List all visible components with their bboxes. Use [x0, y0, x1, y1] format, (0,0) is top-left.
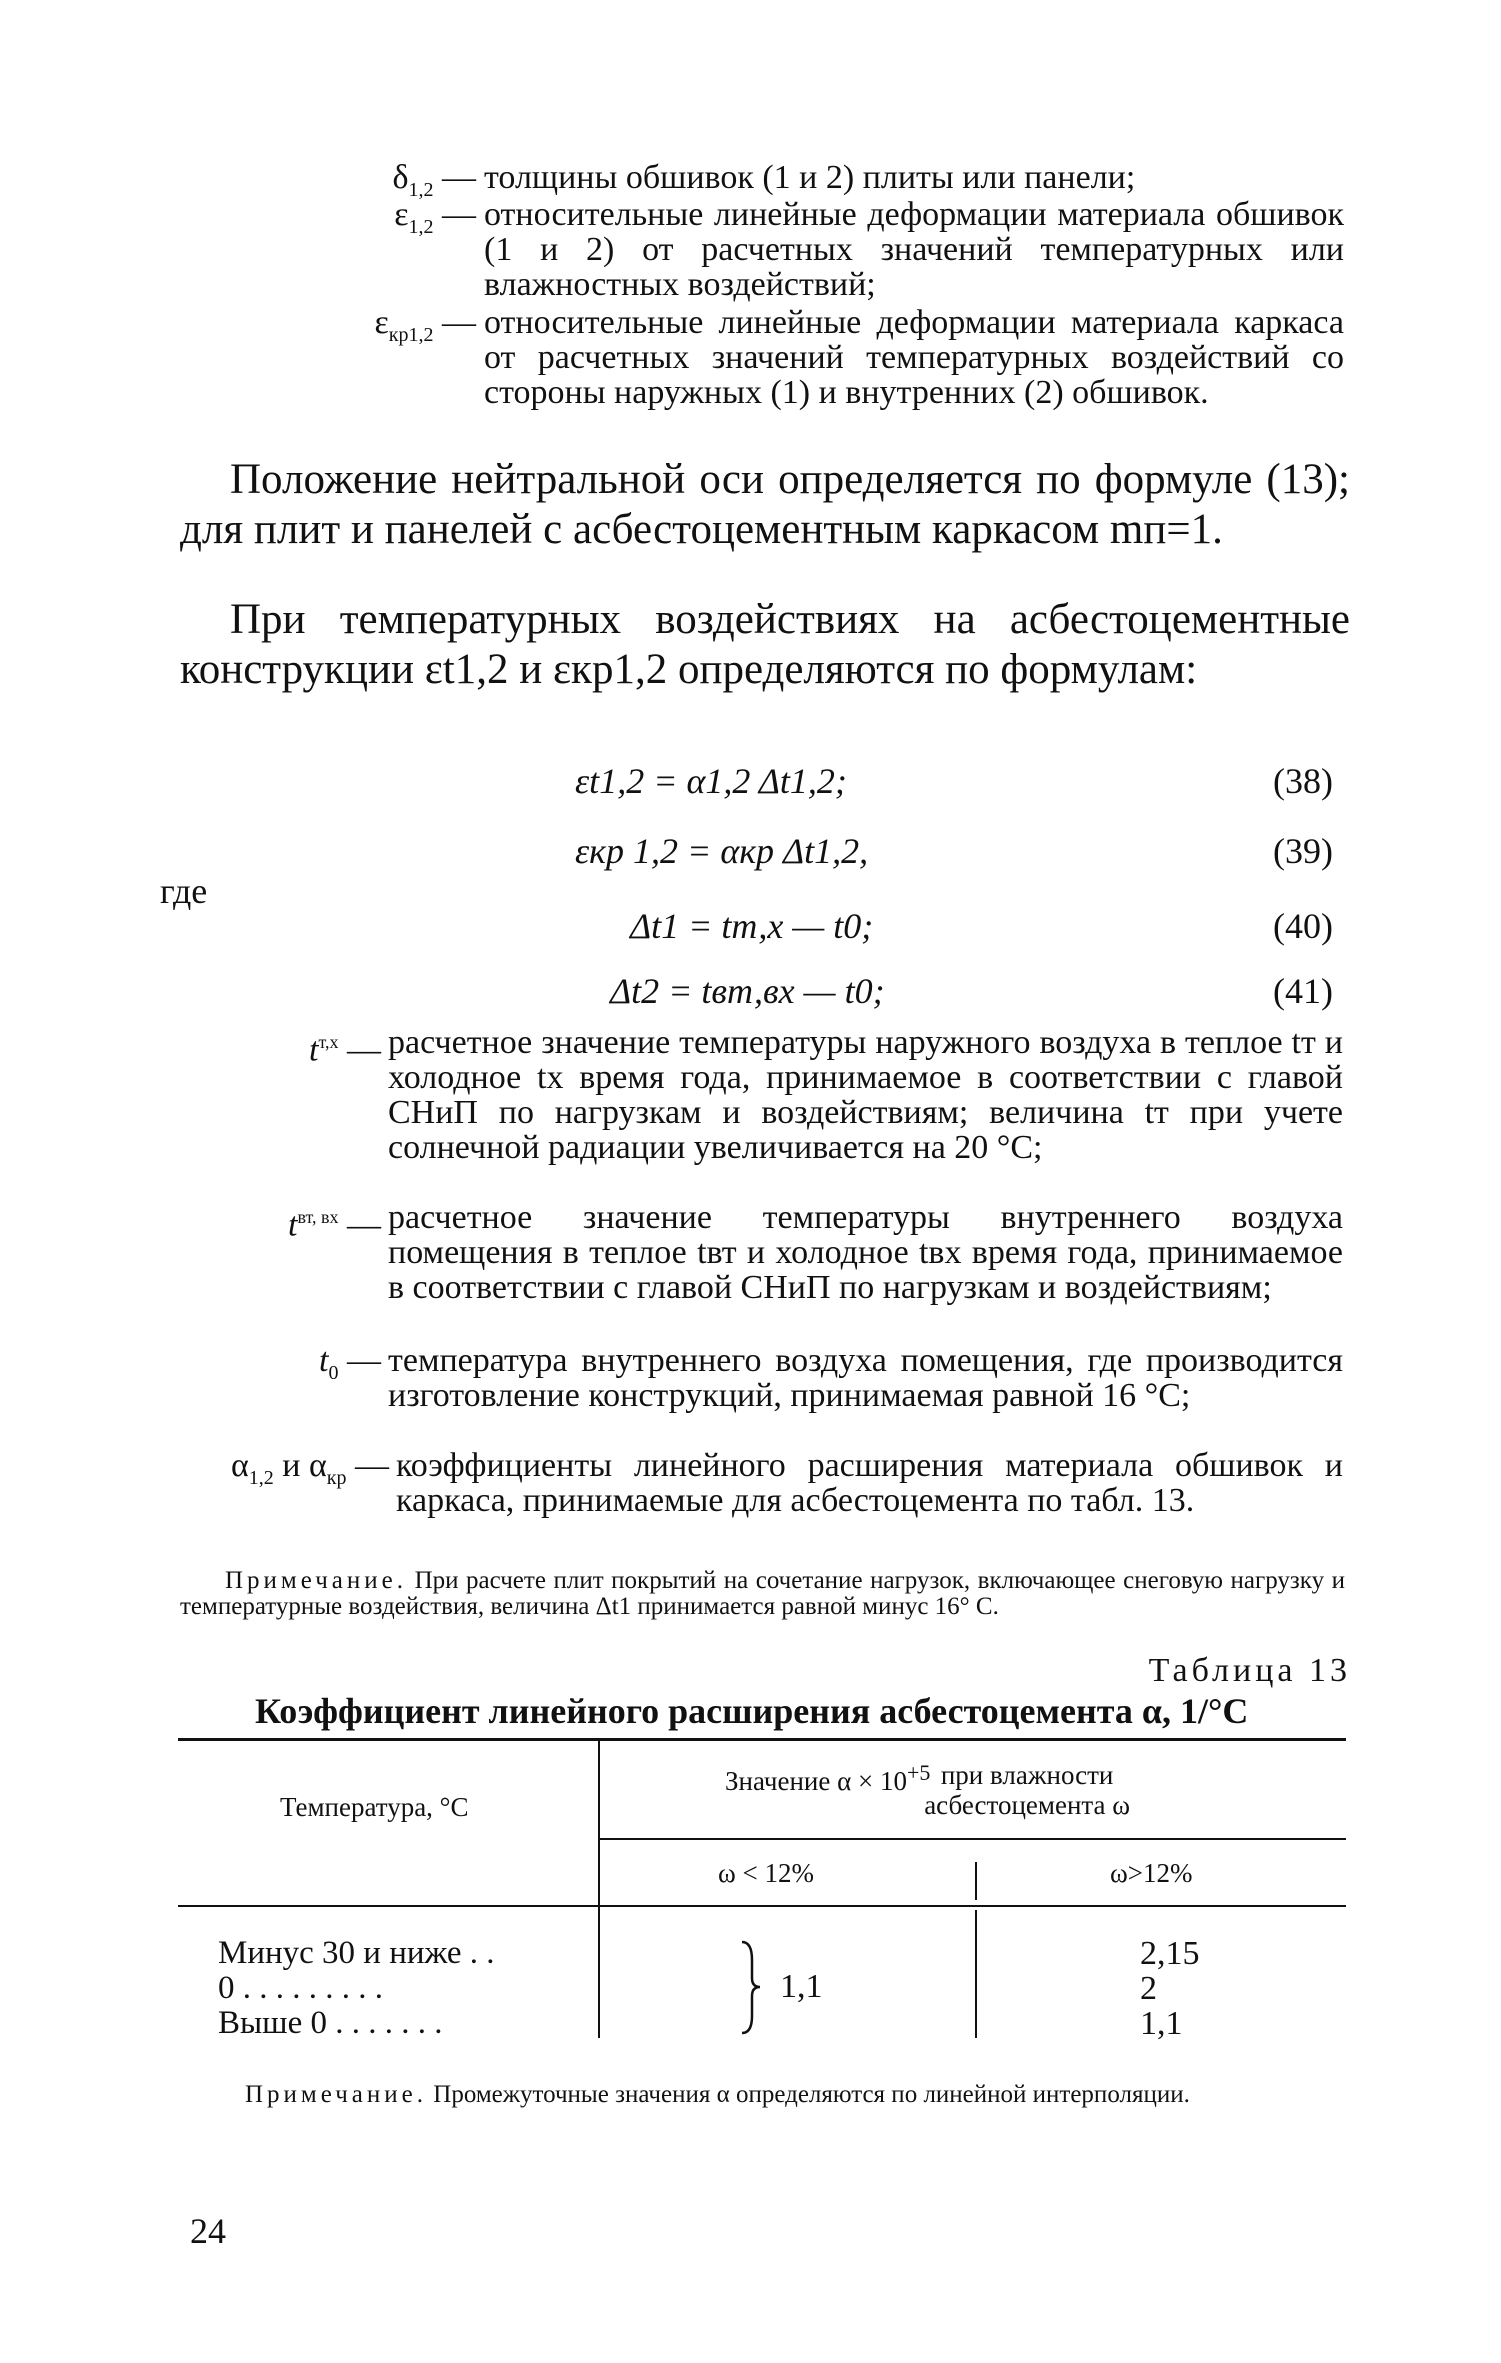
table-subheader-rule: [600, 1838, 1346, 1840]
table-row-high: 2,15: [1140, 1935, 1200, 1972]
table-top-rule: [178, 1738, 1346, 1741]
formula-38: εt1,2 = α1,2 Δt1,2;: [575, 761, 847, 801]
header-humidity-high: ω>12%: [1110, 1858, 1193, 1888]
table-row-high: 1,1: [1140, 2005, 1183, 2042]
table-row-high: 2: [1140, 1970, 1157, 2007]
note-interpolation: [180, 2082, 1350, 2108]
formula-number: (39): [1273, 831, 1333, 871]
header-value-group: Значение $\alpha \times 10^{+5}$ при влажности асбестоцемента ω: [725, 1760, 1131, 1820]
definition-text: расчетное значение температуры наружного воздуха в теплое tт и холодное tх время года, принимаемое в соответствии с главой СНиП по нагрузкам и воздействиям; величина tт при учете солнечной радиации увеличивается на 20 °С;: [388, 1024, 1343, 1166]
table-merged-value: 1,1: [780, 1968, 823, 2005]
table-row-temp: Минус 30 и ниже . .: [218, 1935, 495, 1971]
formula-41: Δt2 = tвт,вх — t0;: [610, 971, 885, 1011]
note-calculation: [180, 1568, 1345, 1620]
formula-number: (38): [1273, 761, 1333, 801]
table-header-rule: [178, 1905, 1346, 1907]
note-text: При расчете плит покрытий на сочетание нагрузок, включающее снеговую нагрузку и температурные воздействия, величина Δt1 принимается равной минус 16° С.: [180, 1567, 1345, 1620]
where-label: где: [160, 871, 208, 911]
formula-number: (40): [1273, 906, 1333, 946]
definition-text: температура внутреннего воздуха помещения, где производится изготовление конструкций, принимаемая равной 16 °С;: [388, 1342, 1343, 1414]
definition-text: относительные линейные деформации материала обшивок (1 и 2) от расчетных значений температурных или влажностных воздействий;: [484, 196, 1344, 303]
definition-term: $\varepsilon_{кр1,2}$ —: [374, 304, 476, 346]
header-humidity-low: ω < 12%: [718, 1858, 814, 1888]
formula-39: εкр 1,2 = αкр Δt1,2,: [575, 831, 869, 871]
table-label: Таблица 13: [1148, 1652, 1351, 1689]
table-column-divider: [598, 1738, 600, 2038]
definition-term: $\delta_{1,2}$ —: [392, 159, 476, 201]
definition-text: относительные линейные деформации материала каркаса от расчетных значений температурных воздействий со стороны наружных (1) и внутренних (2) обшивок.: [484, 304, 1344, 411]
table-row-temp: 0 . . . . . . . . .: [218, 1970, 383, 2006]
definition-term: $t^{вт, вх}$ —: [287, 1206, 381, 1244]
note-text: Промежуточные значения α определяются по линейной интерполяции.: [433, 2081, 1190, 2108]
table-column-divider: [975, 1910, 977, 2038]
formula-number: (41): [1273, 971, 1333, 1011]
formula-40: Δt1 = tт,х — t0;: [630, 906, 874, 946]
page-number: 24: [190, 2211, 226, 2251]
paragraph-thermal: При температурных воздействиях на асбестоцементные конструкции εt1,2 и εкр1,2 определяются по формулам:: [180, 596, 1350, 693]
definition-term: $\alpha_{1,2}$ и $\alpha_{кр}$ —: [230, 1447, 389, 1489]
table-column-divider: [975, 1862, 977, 1900]
table-title: Коэффициент линейного расширения асбестоцемента α, 1/°С: [255, 1691, 1249, 1731]
definition-term: $t_0$ —: [319, 1342, 381, 1384]
definition-text: расчетное значение температуры внутреннего воздуха помещения в теплое tвт и холодное tвх время года, принимаемое в соответствии с главой СНиП по нагрузкам и воздействиям;: [388, 1199, 1343, 1306]
header-temperature: Температура, °С: [280, 1792, 469, 1822]
table-row-temp: Выше 0 . . . . . . .: [218, 2005, 443, 2041]
brace-icon: [738, 1940, 768, 2035]
note-label: Примечание.: [245, 2081, 428, 2108]
definition-text: коэффициенты линейного расширения материала обшивок и каркаса, принимаемые для асбестоцемента по табл. 13.: [396, 1447, 1343, 1519]
note-label: Примечание.: [225, 1567, 408, 1594]
definition-text: толщины обшивок (1 и 2) плиты или панели;: [484, 159, 1136, 196]
paragraph-neutral-axis: Положение нейтральной оси определяется по формуле (13); для плит и панелей с асбестоцементным каркасом mп=1.: [180, 456, 1350, 553]
definition-term: $\varepsilon_{1,2}$ —: [394, 196, 476, 238]
definition-term: $t^{т,х}$ —: [309, 1031, 381, 1069]
